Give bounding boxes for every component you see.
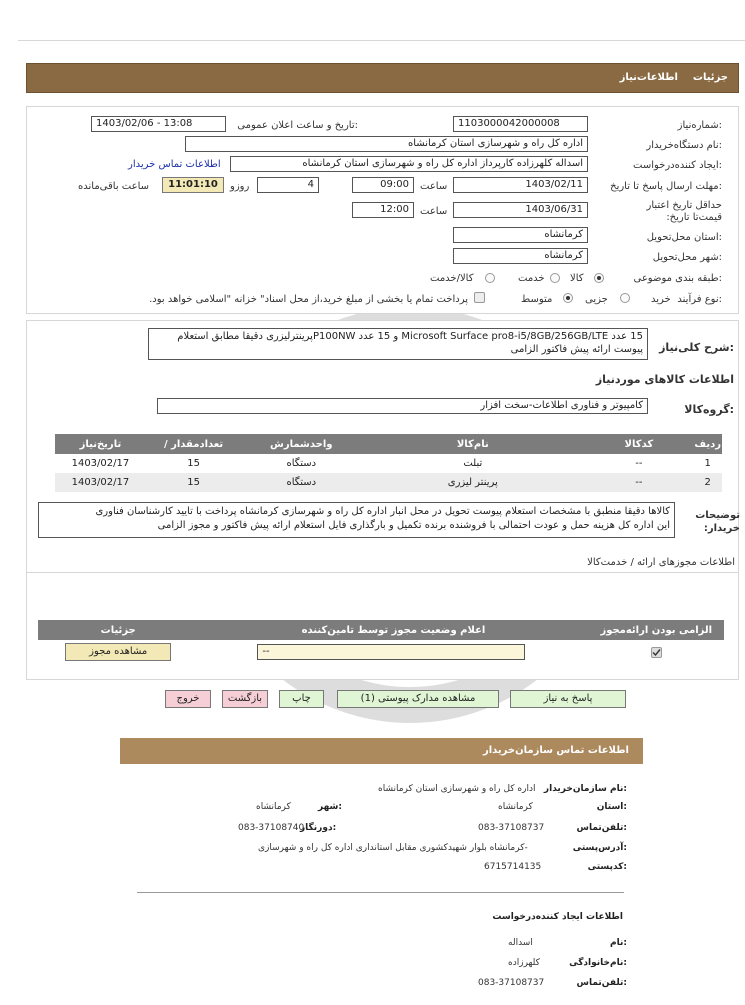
print-button[interactable]: چاپ [279, 690, 324, 708]
deadline-time-field: 09:00 [352, 177, 414, 193]
category-option-goods-service: کالا/خدمت [430, 273, 474, 284]
day-label: روزو [230, 181, 250, 192]
creator-phone-label: تلفن‌تماس: [576, 978, 627, 988]
permits-title: اطلاعات مجوزهای ارائه / خدمت‌کالا [587, 557, 735, 568]
col-permit-required: الزامی بودن ارائه‌مجوز [589, 620, 724, 640]
name-value: اسداله [508, 938, 533, 948]
buyer-field: اداره کل راه و شهرسازی استان کرمانشاه [185, 136, 588, 152]
goods-table [55, 434, 722, 492]
category-radio-goods-service[interactable] [485, 273, 495, 283]
need-number-field: 1103000042000008 [453, 116, 588, 132]
name-label: نام: [610, 938, 627, 948]
payment-note: پرداخت تمام یا بخشی از مبلغ خرید،از محل اسناد" خزانه "اسلامی خواهد بود. [149, 294, 468, 305]
remaining-label: ساعت باقی‌مانده [78, 181, 150, 192]
cell-need-date: 1403/02/17 [71, 458, 130, 469]
deadline-label: مهلت ارسال پاسخ تا تاریخ: [610, 181, 722, 192]
goods-info-title: اطلاعات کالاهای موردنیاز [595, 373, 734, 386]
summary-line-1: 15 عدد Microsoft Surface pro8-i5/8GB/256GB/LTE و 15 عدد P100NWپرینترلیزری دقیقا مطابق استعلام [177, 331, 643, 342]
address-label: آدرس‌پستی: [572, 843, 627, 853]
col-permit-details: جزئیات [38, 620, 198, 640]
buyer-notes-line-2: این اداره کل هزینه حمل و عودت احتمالی با فروشنده برنده تکمیل و بارگذاری فایل استعلام ارائه پیش فاکتور و مجوز الزامی [157, 520, 670, 531]
section-header [26, 63, 739, 93]
cell-goods-code: -- [635, 458, 643, 469]
col-permit-status: اعلام وضعیت مجوز توسط تامین‌کننده [198, 620, 588, 640]
announce-field: 1403/02/06 - 13:08 [91, 116, 226, 132]
cell-goods-name: پرینتر لیزری [447, 477, 498, 488]
col-goods-name: نام‌کالا [361, 434, 584, 454]
attachments-button[interactable]: مشاهده مدارک پیوستی (1) [337, 690, 499, 708]
announce-label: تاریخ و ساعت اعلان عمومی: [237, 120, 358, 131]
contact-city-value: کرمانشاه [256, 802, 291, 812]
process-option-minor: جزیی [585, 294, 608, 305]
creator-field: اسداله کلهرزاده کارپرداز اداره کل راه و شهرسازی استان کرمانشاه [230, 156, 588, 172]
tab-need-info[interactable]: اطلاعات‌نیاز [619, 72, 678, 83]
group-field: کامپیوتر و فناوری اطلاعات-سخت افزار [157, 398, 648, 414]
process-label: نوع فرآیند: [677, 294, 722, 305]
buyer-notes-line-1: کالاها دقیقا منطبق با مشخصات استعلام پیوست تحویل در محل انبار اداره کل راه و شهرسازی کرمانشاه پرداخت با تایید کارشناسان فناوری [95, 506, 670, 517]
city-field: کرمانشاه [453, 248, 588, 264]
permit-status-field: -- [257, 644, 525, 660]
contact-province-label: استان: [596, 802, 627, 812]
process-option-medium: متوسط [521, 294, 553, 305]
deadline-time-label: ساعت [420, 181, 448, 192]
contact-city-label: شهر: [318, 802, 342, 812]
city-label: شهر محل‌تحویل: [652, 252, 722, 263]
reply-button[interactable]: پاسخ به نیاز [510, 690, 626, 708]
back-button[interactable]: بازگشت [222, 690, 268, 708]
fax-label: دورنگار: [300, 823, 337, 833]
province-label: استان محل‌تحویل: [646, 232, 722, 243]
process-option-purchase: خرید [651, 294, 671, 305]
cell-row-number: 2 [704, 477, 711, 488]
col-need-date: تاریخ‌نیاز [55, 434, 146, 454]
cell-unit: دستگاه [286, 458, 317, 469]
cell-goods-name: تبلت [463, 458, 483, 469]
deadline-date-field: 1403/02/11 [453, 177, 588, 193]
contact-divider [137, 892, 624, 893]
creator-phone-value: 083-37108737 [478, 978, 545, 988]
contact-province-value: کرمانشاه [498, 802, 533, 812]
buyer-notes-box [38, 502, 675, 538]
table-row [38, 640, 724, 664]
group-label: گروه‌کالا: [684, 403, 734, 416]
org-value: اداره کل راه و شهرسازی استان کرمانشاه [378, 784, 536, 794]
category-label: طبقه بندی موضوعی: [633, 273, 722, 284]
family-value: کلهرزاده [508, 958, 540, 968]
summary-text-box [148, 328, 648, 360]
family-label: نام‌خانوادگی: [569, 958, 627, 968]
tab-details[interactable]: جزئیات [692, 72, 728, 83]
table-row [55, 473, 722, 492]
validity-date-field: 1403/06/31 [453, 202, 588, 218]
buyer-notes-label: توضیحات خریدار: [695, 510, 740, 534]
cell-quantity: 15 [187, 458, 200, 469]
category-radio-service[interactable] [550, 273, 560, 283]
contact-phone-value: 083-37108737 [478, 823, 545, 833]
need-number-label: شماره‌نیاز: [677, 120, 722, 131]
remaining-time: 11:01:10 [162, 177, 224, 193]
buyer-contact-link[interactable]: اطلاعات تماس خریدار [128, 159, 221, 170]
contact-title: اطلاعات تماس سازمان‌خریدار [482, 745, 629, 756]
view-permit-button[interactable]: مشاهده مجوز [65, 643, 171, 661]
col-goods-code: کدکالا [584, 434, 693, 454]
top-divider [18, 40, 745, 41]
buyer-label: نام دستگاه‌خریدار: [646, 140, 722, 151]
col-row: ردیف [693, 434, 722, 454]
validity-label: حداقل تاریخ اعتبار قیمت‌تا تاریخ: [646, 200, 722, 223]
org-label: نام سازمان‌خریدار: [543, 784, 627, 794]
province-field: کرمانشاه [453, 227, 588, 243]
col-unit: واحدشمارش [241, 434, 361, 454]
validity-time-field: 12:00 [352, 202, 414, 218]
cell-row-number: 1 [704, 458, 711, 469]
summary-label: شرح کلی‌نیاز: [659, 341, 734, 354]
permit-required-checkbox[interactable] [651, 647, 662, 658]
checkmark-icon [652, 648, 661, 657]
process-radio-minor[interactable] [620, 293, 630, 303]
summary-line-2: پیوست ارائه پیش فاکتور الزامی [510, 344, 643, 355]
days-field: 4 [257, 177, 319, 193]
col-quantity: / تعدادمقدار [146, 434, 241, 454]
category-radio-goods[interactable] [594, 273, 604, 283]
category-option-goods: کالا [570, 273, 584, 284]
cell-goods-code: -- [635, 477, 643, 488]
cell-quantity: 15 [187, 477, 200, 488]
creator-info-title: اطلاعات ایجاد کننده‌درخواست [492, 912, 623, 922]
postal-label: کدپستی: [587, 862, 627, 872]
fax-value: 083-37108740 [238, 823, 305, 833]
contact-phone-label: تلفن‌تماس: [576, 823, 627, 833]
process-radio-medium[interactable] [563, 293, 573, 303]
category-option-service: خدمت [518, 273, 545, 284]
contact-header [120, 738, 643, 764]
cell-need-date: 1403/02/17 [71, 477, 130, 488]
exit-button[interactable]: خروج [165, 690, 211, 708]
postal-value: 6715714135 [484, 862, 542, 872]
table-row [55, 454, 722, 473]
creator-label: ایجاد کننده‌درخواست: [633, 160, 722, 171]
validity-time-label: ساعت [420, 206, 448, 217]
cell-unit: دستگاه [286, 477, 317, 488]
address-value: -کرمانشاه بلوار شهید‌کشوری مقابل استانداری اداره کل راه و شهرسازی [258, 843, 528, 853]
payment-checkbox[interactable] [474, 292, 485, 303]
permits-table [38, 620, 724, 664]
